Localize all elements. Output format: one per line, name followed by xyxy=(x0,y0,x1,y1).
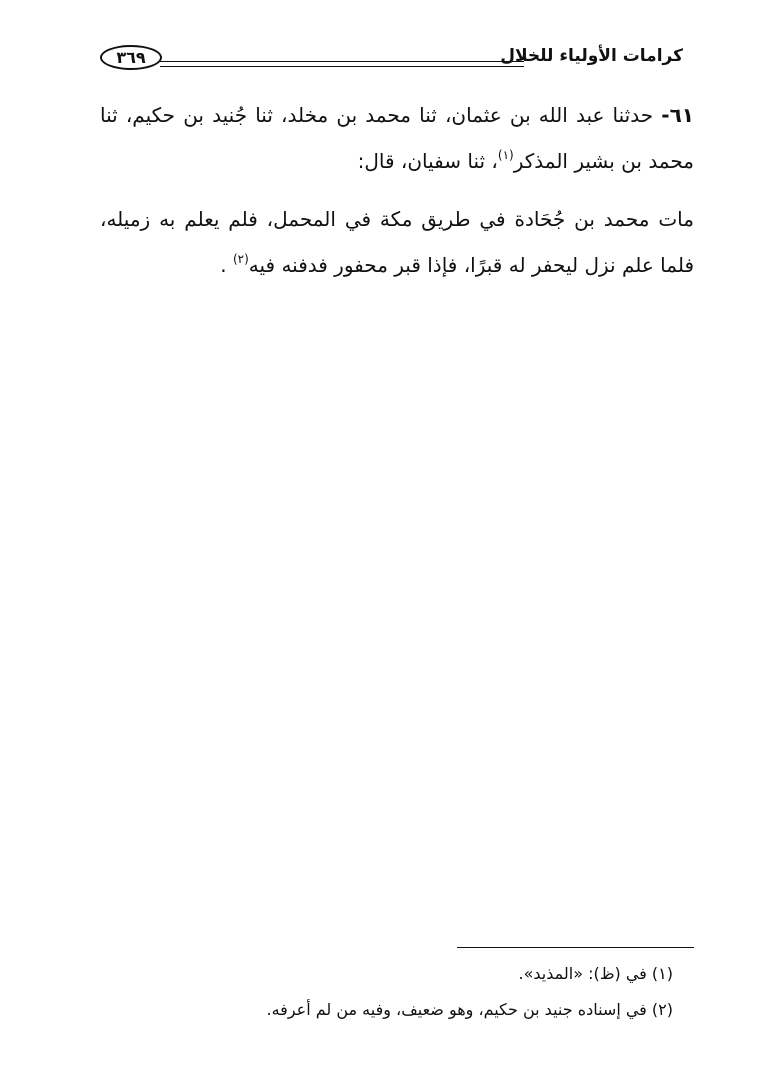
isnad-text-end: ، ثنا سفيان، قال: xyxy=(357,149,498,173)
narration-paragraph xyxy=(100,196,694,288)
footnote-1: (١) في (ظ): «المذيد». xyxy=(518,964,673,983)
isnad-text: حدثنا عبد الله بن عثمان، ثنا محمد بن مخلد، ثنا جُنيد بن حكيم، ثنا محمد بن بشير المذكر xyxy=(100,103,694,173)
narration-text: مات محمد بن جُحَادة في طريق مكة في المحمل، فلم يعلم به زميله، فلما علم نزل ليحفر له قبرًا، فإذا قبر محفور فدفنه فيه xyxy=(100,207,694,277)
narration-text-end: . xyxy=(220,253,233,277)
hadith-number: ٦١- xyxy=(661,103,695,127)
footnote-ref-2: (٢) xyxy=(232,252,249,266)
footnote-2: (٢) في إسناده جنيد بن حكيم، وهو ضعيف، وفيه من لم أعرفه. xyxy=(266,1000,673,1019)
hadith-paragraph-61 xyxy=(100,92,694,184)
page-number-badge: ٣٦٩ xyxy=(100,45,162,70)
footnote-separator xyxy=(457,947,694,948)
running-header-title: كرامات الأولياء للخلال xyxy=(500,46,683,66)
footnote-ref-1: (١) xyxy=(497,148,514,162)
header-rule-top xyxy=(160,61,524,62)
header-rule-bottom xyxy=(160,66,524,67)
